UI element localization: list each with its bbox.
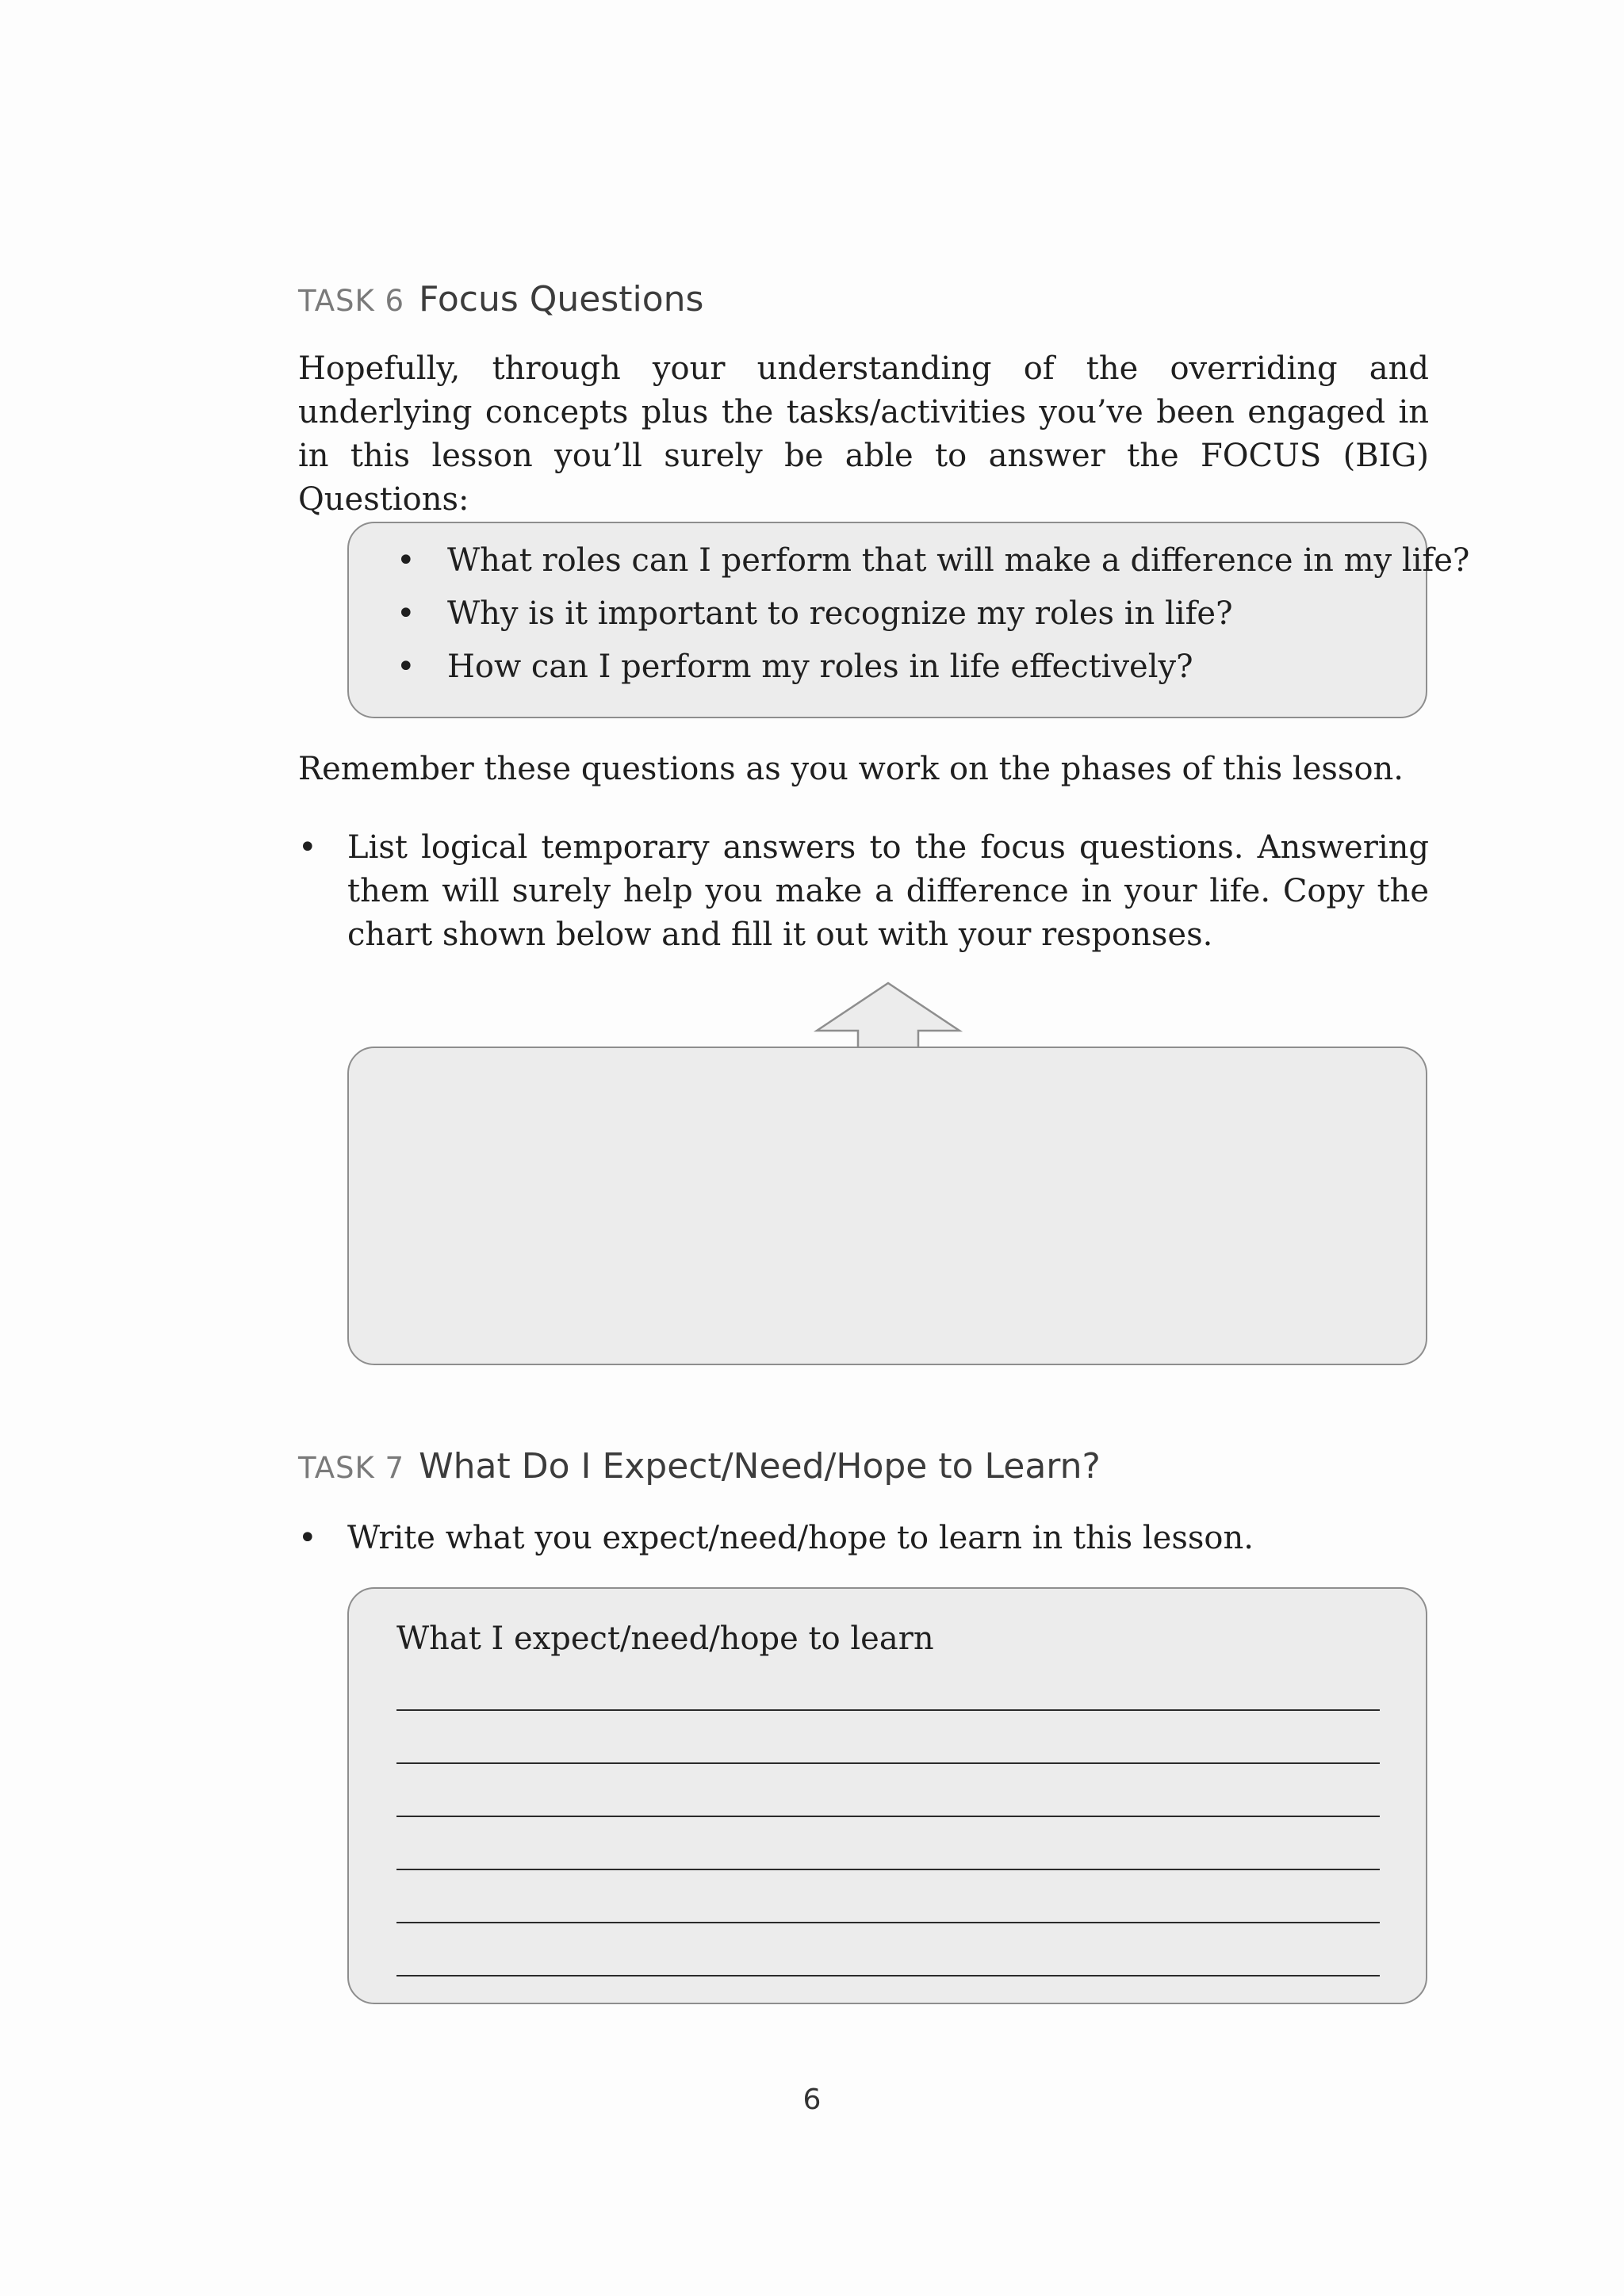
bullet: • xyxy=(298,1520,317,1556)
task7-label: TASK 7 xyxy=(298,1451,405,1485)
bullet: • xyxy=(396,649,416,685)
task6-heading xyxy=(298,279,703,320)
writing-line[interactable] xyxy=(396,1975,1380,1976)
focus-question xyxy=(349,534,1470,587)
bullet: • xyxy=(396,595,416,632)
writing-line[interactable] xyxy=(396,1869,1380,1870)
focus-question-text: How can I perform my roles in life effectively? xyxy=(447,649,1193,685)
task6-reminder: Remember these questions as you work on the phases of this lesson. xyxy=(298,751,1404,787)
task6-title: Focus Questions xyxy=(419,279,704,320)
learn-box-label: What I expect/need/hope to learn xyxy=(396,1621,934,1657)
writing-line[interactable] xyxy=(396,1816,1380,1817)
task7-instruction-item xyxy=(298,1517,1429,1560)
page-number: 6 xyxy=(802,2084,822,2116)
focus-questions-list xyxy=(349,523,1470,694)
learn-expectations-box xyxy=(347,1587,1427,2004)
bullet: • xyxy=(396,542,416,579)
task7-title: What Do I Expect/Need/Hope to Learn? xyxy=(419,1446,1101,1487)
writing-line[interactable] xyxy=(396,1762,1380,1764)
task6-label: TASK 6 xyxy=(298,284,405,318)
focus-question xyxy=(349,587,1426,641)
focus-question xyxy=(349,641,1426,694)
writing-line[interactable] xyxy=(396,1922,1380,1923)
task6-instruction: List logical temporary answers to the focus questions. Answering them will surely help you make a difference in your life. Copy the chart shown below and fill it out with your responses. xyxy=(347,829,1429,953)
bullet: • xyxy=(298,829,317,866)
focus-questions-box xyxy=(347,522,1470,718)
focus-question-text: Why is it important to recognize my roles in life? xyxy=(447,595,1233,632)
focus-answer-box[interactable] xyxy=(347,1047,1427,1365)
up-arrow-icon xyxy=(809,980,967,1051)
writing-line[interactable] xyxy=(396,1709,1380,1711)
task6-instruction-item xyxy=(298,826,1429,957)
task7-instruction: Write what you expect/need/hope to learn in this lesson. xyxy=(347,1520,1254,1556)
focus-question-text: What roles can I perform that will make a difference in my life? xyxy=(447,542,1470,579)
task6-intro: Hopefully, through your understanding of the overriding and underlying concepts plus the tasks/activities you’ve been engaged in in this lesson you’ll surely be able to answer the FOCUS (BIG) Questions: xyxy=(298,350,1429,518)
task7-heading xyxy=(298,1446,1101,1487)
